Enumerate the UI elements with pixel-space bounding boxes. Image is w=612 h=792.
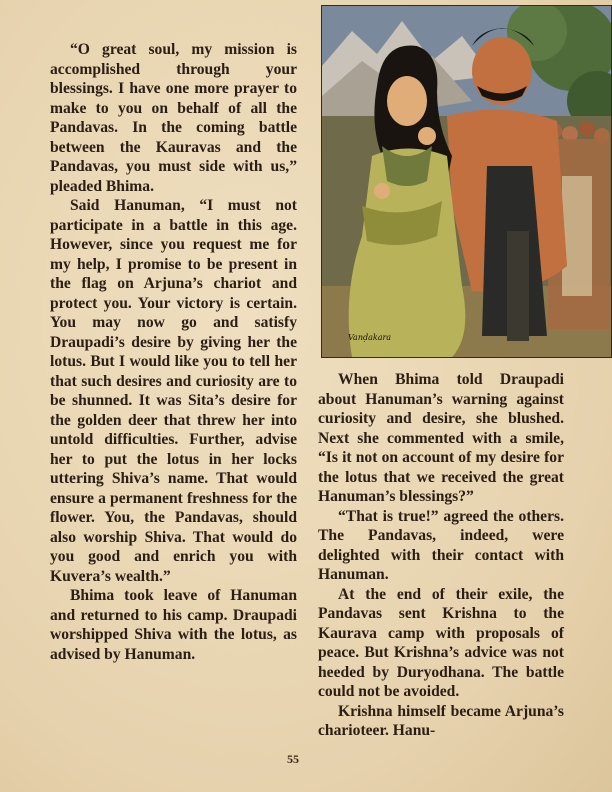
paragraph-others-agreed: “That is true!” agreed the others. The Pandavas, indeed, were delighted with their contact with Hanuman. <box>318 507 564 583</box>
artist-signature: Vanḍakara <box>348 333 392 342</box>
right-text-column <box>318 370 564 741</box>
paragraph-draupadi-blushed: When Bhima told Draupadi about Hanuman’s warning against curiosity and desire, she blushed. Next she commented with a smile, “Is it not on account of my desire for the lotus that we received the great Hanuman’s blessings?” <box>318 371 564 505</box>
illustration-draupadi-bhima <box>321 5 612 358</box>
left-text-column <box>50 40 297 664</box>
paragraph-krishna-charioteer: Krishna himself became Arjuna’s charioteer. Hanu- <box>318 702 564 739</box>
paragraph-end-of-exile: At the end of their exile, the Pandavas sent Krishna to the Kaurava camp with proposals of peace. But Krishna’s advice was not heeded by Duryodhana. The battle could not be avoided. <box>318 585 564 700</box>
paragraph-bhima-plea: “O great soul, my mission is accomplished through your blessings. I have one more prayer to make to you on behalf of all the Pandavas. In the coming battle between the Kauravas and the Pandavas, you must side with us,” pleaded Bhima. <box>50 41 297 195</box>
paragraph-hanuman-reply: Said Hanuman, “I must not participate in a battle in this age. However, since you request me for my help, I promise to be present in the flag on Arjuna’s chariot and protect you. Your victory is certain. You may now go and satisfy Draupadi’s desire by giving her the lotus. But I would like you to tell her that such desires and curiosity are to be shunned. It was Sita’s desire for the golden deer that threw her into untold difficulties. Further, advise her to put the lotus in her locks uttering Shiva’s name. That would ensure a permanent freshness for the flower. You, the Pandavas, should also worship Shiva. That would do you good and enrich you with Kuvera’s wealth.” <box>50 197 297 585</box>
page-number: 55 <box>287 752 299 766</box>
paragraph-bhima-leaves: Bhima took leave of Hanuman and returned to his camp. Draupadi worshipped Shiva with the lotus, as advised by Hanuman. <box>50 587 297 663</box>
